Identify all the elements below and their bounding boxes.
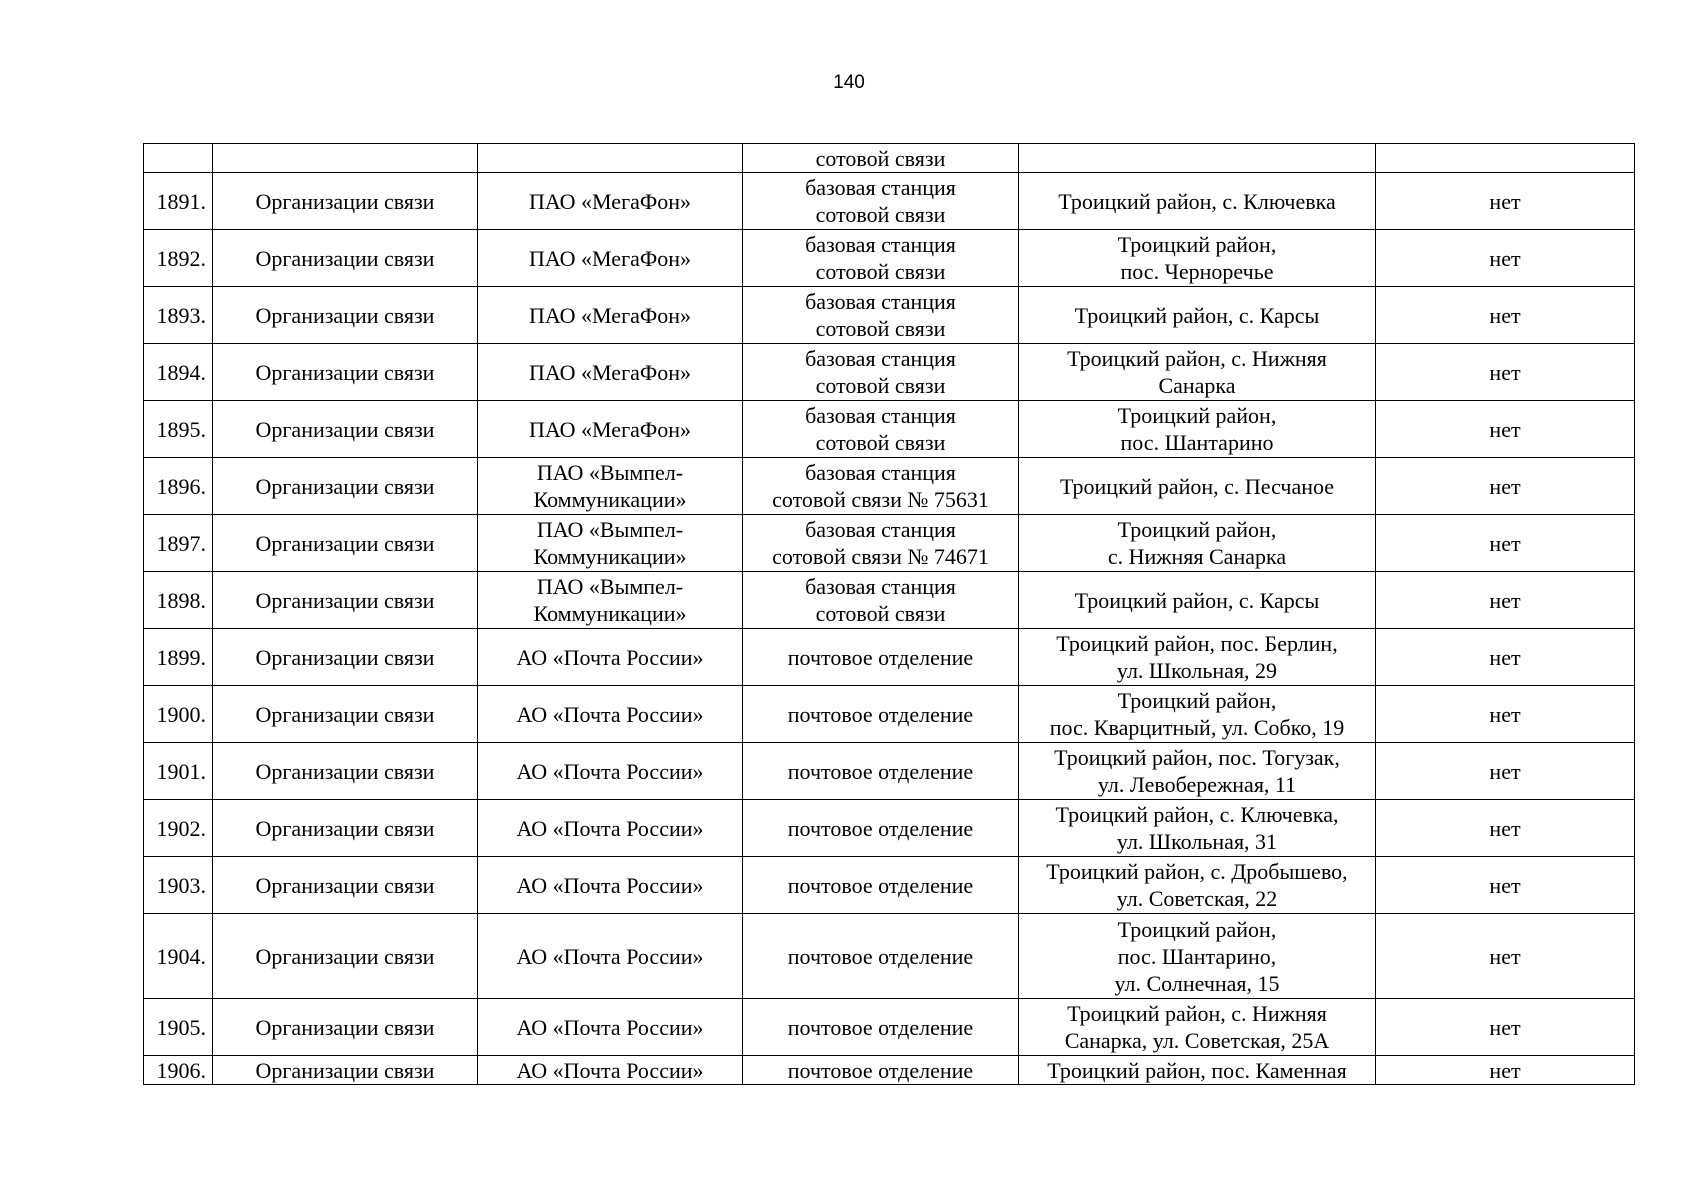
note-cell bbox=[1376, 144, 1635, 173]
category-text: Организации связи bbox=[255, 416, 435, 442]
object-text: почтовое отделение bbox=[787, 872, 974, 898]
object-text: базовая станция сотовой связи bbox=[805, 574, 956, 626]
address-cell bbox=[1019, 401, 1376, 458]
table-row bbox=[144, 344, 1635, 401]
address-text: Троицкий район, с. Песчаное bbox=[1059, 473, 1335, 499]
organization-text: АО «Почта России» bbox=[516, 1014, 704, 1040]
row-number-text: 1893. bbox=[156, 302, 206, 328]
organization-text: АО «Почта России» bbox=[516, 758, 704, 784]
category-text: Организации связи bbox=[255, 1014, 435, 1040]
note-cell bbox=[1376, 686, 1635, 743]
note-cell bbox=[1376, 1056, 1635, 1085]
organization-cell bbox=[478, 857, 743, 914]
row-number-text: 1895. bbox=[156, 416, 206, 442]
address-text: Троицкий район, с. Ключевка bbox=[1058, 188, 1336, 214]
row-number-cell bbox=[144, 173, 213, 230]
address-text: Троицкий район, пос. Шантарино, ул. Солнечная, 15 bbox=[1114, 916, 1280, 996]
table-row bbox=[144, 458, 1635, 515]
category-cell bbox=[213, 344, 478, 401]
row-number-text: 1897. bbox=[156, 530, 206, 556]
note-cell bbox=[1376, 572, 1635, 629]
category-text: Организации связи bbox=[255, 359, 435, 385]
note-cell bbox=[1376, 230, 1635, 287]
object-cell bbox=[743, 686, 1019, 743]
category-text: Организации связи bbox=[255, 815, 435, 841]
object-cell bbox=[743, 173, 1019, 230]
note-text: нет bbox=[1489, 943, 1521, 969]
organization-text: ПАО «МегаФон» bbox=[528, 416, 692, 442]
organization-text: ПАО «Вымпел- Коммуникации» bbox=[533, 574, 687, 626]
address-cell bbox=[1019, 1056, 1376, 1085]
row-number-cell bbox=[144, 572, 213, 629]
address-text: Троицкий район, пос. Тогузак, ул. Левобережная, 11 bbox=[1054, 745, 1340, 797]
continuation-row bbox=[144, 144, 1635, 173]
note-text: нет bbox=[1489, 1014, 1521, 1040]
note-text: нет bbox=[1489, 758, 1521, 784]
table-row bbox=[144, 515, 1635, 572]
row-number-text: 1903. bbox=[156, 872, 206, 898]
category-text: Организации связи bbox=[255, 530, 435, 556]
address-text: Троицкий район, пос. Шантарино bbox=[1117, 403, 1277, 455]
organization-text: ПАО «МегаФон» bbox=[528, 302, 692, 328]
note-cell bbox=[1376, 857, 1635, 914]
category-text: Организации связи bbox=[255, 758, 435, 784]
table-row bbox=[144, 230, 1635, 287]
address-text: Троицкий район, пос. Черноречье bbox=[1117, 232, 1277, 284]
address-cell bbox=[1019, 857, 1376, 914]
category-cell bbox=[213, 515, 478, 572]
registry-table bbox=[143, 143, 1635, 1085]
row-number-text: 1901. bbox=[156, 758, 206, 784]
object-cell bbox=[743, 458, 1019, 515]
address-text: Троицкий район, с. Ключевка, ул. Школьная, 31 bbox=[1055, 802, 1339, 854]
object-text: почтовое отделение bbox=[787, 1057, 974, 1083]
object-cell bbox=[743, 287, 1019, 344]
object-text: базовая станция сотовой связи bbox=[805, 232, 956, 284]
organization-text: ПАО «МегаФон» bbox=[528, 359, 692, 385]
address-cell bbox=[1019, 800, 1376, 857]
organization-text: ПАО «Вымпел- Коммуникации» bbox=[533, 460, 687, 512]
row-number-text: 1906. bbox=[156, 1057, 206, 1083]
row-number-cell bbox=[144, 344, 213, 401]
organization-cell bbox=[478, 572, 743, 629]
note-text: нет bbox=[1489, 188, 1521, 214]
row-number-text: 1896. bbox=[156, 473, 206, 499]
organization-cell bbox=[478, 1056, 743, 1085]
address-text: Троицкий район, с. Нижняя Санарка, ул. Советская, 25А bbox=[1064, 1001, 1330, 1053]
object-text: почтовое отделение bbox=[787, 1014, 974, 1040]
table-row bbox=[144, 743, 1635, 800]
object-text: почтовое отделение bbox=[787, 701, 974, 727]
category-text: Организации связи bbox=[255, 644, 435, 670]
object-cell: сотовой связи bbox=[743, 144, 1019, 173]
organization-cell bbox=[478, 999, 743, 1056]
row-number-text: 1900. bbox=[156, 701, 206, 727]
object-cell bbox=[743, 1056, 1019, 1085]
category-cell bbox=[213, 458, 478, 515]
category-cell bbox=[213, 401, 478, 458]
object-cell bbox=[743, 743, 1019, 800]
row-number-cell bbox=[144, 914, 213, 999]
organization-cell bbox=[478, 914, 743, 999]
registry-table-body bbox=[144, 144, 1635, 1085]
address-text: Троицкий район, пос. Каменная bbox=[1047, 1057, 1347, 1083]
address-cell bbox=[1019, 999, 1376, 1056]
row-number-cell bbox=[144, 144, 213, 173]
row-number-text: 1899. bbox=[156, 644, 206, 670]
category-cell bbox=[213, 800, 478, 857]
note-text: нет bbox=[1489, 302, 1521, 328]
organization-cell bbox=[478, 743, 743, 800]
row-number-text: 1894. bbox=[156, 359, 206, 385]
row-number-text: 1902. bbox=[156, 815, 206, 841]
organization-cell bbox=[478, 686, 743, 743]
organization-text: АО «Почта России» bbox=[516, 815, 704, 841]
object-text: базовая станция сотовой связи bbox=[805, 175, 956, 227]
category-text: Организации связи bbox=[255, 701, 435, 727]
category-cell bbox=[213, 686, 478, 743]
note-cell bbox=[1376, 287, 1635, 344]
note-text: нет bbox=[1489, 245, 1521, 271]
address-text: Троицкий район, с. Нижняя Санарка bbox=[1107, 517, 1287, 569]
organization-cell bbox=[478, 458, 743, 515]
object-cell bbox=[743, 230, 1019, 287]
category-cell bbox=[213, 572, 478, 629]
object-cell bbox=[743, 629, 1019, 686]
organization-text: АО «Почта России» bbox=[516, 943, 704, 969]
address-cell bbox=[1019, 144, 1376, 173]
table-row bbox=[144, 857, 1635, 914]
organization-text: АО «Почта России» bbox=[516, 1057, 704, 1083]
row-number-text: 1904. bbox=[156, 943, 206, 969]
category-cell bbox=[213, 144, 478, 173]
organization-cell bbox=[478, 401, 743, 458]
organization-cell bbox=[478, 173, 743, 230]
address-cell bbox=[1019, 344, 1376, 401]
address-cell bbox=[1019, 743, 1376, 800]
category-text: Организации связи bbox=[255, 943, 435, 969]
category-text: Организации связи bbox=[255, 188, 435, 214]
object-text: базовая станция сотовой связи № 74671 bbox=[772, 517, 989, 569]
address-text: Троицкий район, с. Карсы bbox=[1074, 302, 1320, 328]
organization-cell bbox=[478, 515, 743, 572]
category-cell bbox=[213, 173, 478, 230]
category-text: Организации связи bbox=[255, 1057, 435, 1083]
organization-cell bbox=[478, 230, 743, 287]
category-text: Организации связи bbox=[255, 245, 435, 271]
address-cell bbox=[1019, 287, 1376, 344]
address-cell bbox=[1019, 914, 1376, 999]
note-cell bbox=[1376, 914, 1635, 999]
address-text: Троицкий район, с. Нижняя Санарка bbox=[1067, 346, 1327, 398]
object-cell bbox=[743, 999, 1019, 1056]
table-row bbox=[144, 629, 1635, 686]
address-cell bbox=[1019, 458, 1376, 515]
category-text: Организации связи bbox=[255, 302, 435, 328]
organization-cell bbox=[478, 287, 743, 344]
address-text: Троицкий район, пос. Берлин, ул. Школьная, 29 bbox=[1056, 631, 1338, 683]
table-row bbox=[144, 173, 1635, 230]
note-cell bbox=[1376, 401, 1635, 458]
note-text: нет bbox=[1489, 872, 1521, 898]
row-number-text: 1905. bbox=[156, 1014, 206, 1040]
row-number-cell bbox=[144, 629, 213, 686]
object-text: базовая станция сотовой связи bbox=[805, 346, 956, 398]
address-cell bbox=[1019, 173, 1376, 230]
category-cell bbox=[213, 857, 478, 914]
organization-text: ПАО «Вымпел- Коммуникации» bbox=[533, 517, 687, 569]
row-number-cell bbox=[144, 515, 213, 572]
row-number-cell bbox=[144, 857, 213, 914]
organization-text: АО «Почта России» bbox=[516, 644, 704, 670]
table-row bbox=[144, 572, 1635, 629]
category-text: Организации связи bbox=[255, 872, 435, 898]
address-cell bbox=[1019, 629, 1376, 686]
organization-cell bbox=[478, 800, 743, 857]
note-cell bbox=[1376, 743, 1635, 800]
object-text: базовая станция сотовой связи № 75631 bbox=[772, 460, 989, 512]
note-text: нет bbox=[1489, 359, 1521, 385]
note-text: нет bbox=[1489, 587, 1521, 613]
row-number-cell bbox=[144, 230, 213, 287]
note-cell bbox=[1376, 999, 1635, 1056]
object-text: базовая станция сотовой связи bbox=[805, 403, 956, 455]
organization-cell bbox=[478, 629, 743, 686]
object-cell bbox=[743, 401, 1019, 458]
category-text: Организации связи bbox=[255, 587, 435, 613]
category-cell bbox=[213, 629, 478, 686]
organization-text: ПАО «МегаФон» bbox=[528, 245, 692, 271]
organization-cell bbox=[478, 144, 743, 173]
object-cell bbox=[743, 344, 1019, 401]
object-cell bbox=[743, 800, 1019, 857]
object-text: базовая станция сотовой связи bbox=[805, 289, 956, 341]
organization-cell bbox=[478, 344, 743, 401]
table-row bbox=[144, 287, 1635, 344]
object-text: почтовое отделение bbox=[787, 644, 974, 670]
object-text: почтовое отделение bbox=[787, 758, 974, 784]
row-number-text: 1891. bbox=[156, 188, 206, 214]
note-cell bbox=[1376, 515, 1635, 572]
category-cell bbox=[213, 914, 478, 999]
table-row bbox=[144, 914, 1635, 999]
table-row bbox=[144, 999, 1635, 1056]
note-cell bbox=[1376, 173, 1635, 230]
object-cell bbox=[743, 515, 1019, 572]
organization-text: АО «Почта России» bbox=[516, 872, 704, 898]
note-cell bbox=[1376, 458, 1635, 515]
row-number-cell bbox=[144, 743, 213, 800]
row-number-cell bbox=[144, 458, 213, 515]
table-row bbox=[144, 800, 1635, 857]
category-cell bbox=[213, 287, 478, 344]
note-cell bbox=[1376, 800, 1635, 857]
address-text: Троицкий район, с. Дробышево, ул. Советская, 22 bbox=[1046, 859, 1348, 911]
category-cell bbox=[213, 230, 478, 287]
organization-text: АО «Почта России» bbox=[516, 701, 704, 727]
note-text: нет bbox=[1489, 1057, 1521, 1083]
note-text: нет bbox=[1489, 416, 1521, 442]
address-cell bbox=[1019, 515, 1376, 572]
category-text: Организации связи bbox=[255, 473, 435, 499]
note-text: нет bbox=[1489, 701, 1521, 727]
row-number-cell bbox=[144, 800, 213, 857]
object-text: почтовое отделение bbox=[787, 815, 974, 841]
object-cell bbox=[743, 572, 1019, 629]
address-cell bbox=[1019, 230, 1376, 287]
category-cell bbox=[213, 999, 478, 1056]
address-cell bbox=[1019, 686, 1376, 743]
address-text: Троицкий район, пос. Кварцитный, ул. Собко, 19 bbox=[1049, 688, 1345, 740]
row-number-cell bbox=[144, 686, 213, 743]
row-number-cell bbox=[144, 999, 213, 1056]
page-number: 140 bbox=[833, 72, 865, 93]
category-cell bbox=[213, 743, 478, 800]
table-row bbox=[144, 401, 1635, 458]
table-row bbox=[144, 1056, 1635, 1085]
row-number-text: 1898. bbox=[156, 587, 206, 613]
note-cell bbox=[1376, 344, 1635, 401]
row-number-cell bbox=[144, 287, 213, 344]
note-text: нет bbox=[1489, 473, 1521, 499]
note-text: нет bbox=[1489, 815, 1521, 841]
address-text: Троицкий район, с. Карсы bbox=[1074, 587, 1320, 613]
object-cell bbox=[743, 857, 1019, 914]
note-text: нет bbox=[1489, 644, 1521, 670]
organization-text: ПАО «МегаФон» bbox=[528, 188, 692, 214]
object-cell bbox=[743, 914, 1019, 999]
note-text: нет bbox=[1489, 530, 1521, 556]
table-row bbox=[144, 686, 1635, 743]
category-cell bbox=[213, 1056, 478, 1085]
row-number-cell bbox=[144, 1056, 213, 1085]
object-text: почтовое отделение bbox=[787, 943, 974, 969]
row-number-cell bbox=[144, 401, 213, 458]
address-cell bbox=[1019, 572, 1376, 629]
row-number-text: 1892. bbox=[156, 245, 206, 271]
note-cell bbox=[1376, 629, 1635, 686]
